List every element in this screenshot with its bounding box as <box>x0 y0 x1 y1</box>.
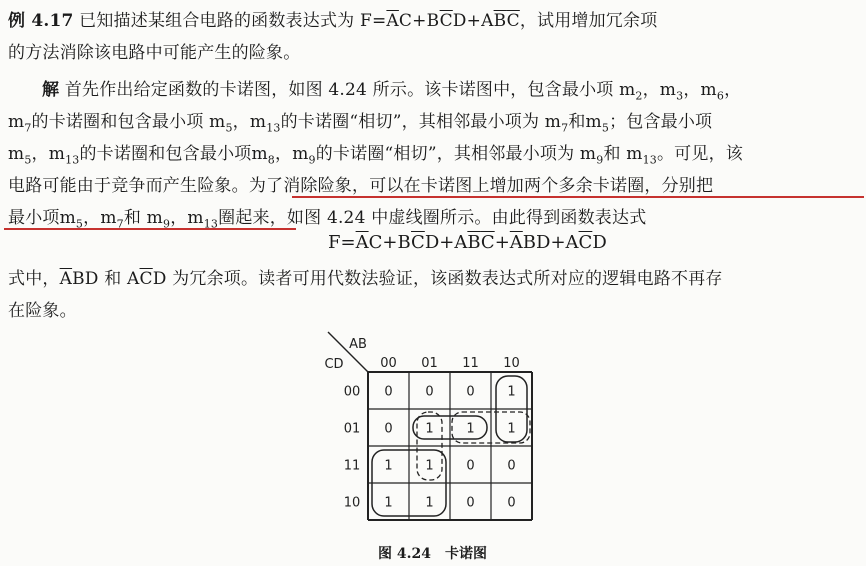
kmap-cell-value: 1 <box>507 384 516 400</box>
example-text-1: 已知描述某组合电路的函数表达式为 <box>79 11 355 31</box>
kmap-cell-value: 0 <box>466 384 475 400</box>
solution-line-7: 在险象。 <box>8 301 77 321</box>
solution-line-1: 解 首先作出给定函数的卡诺图，如图 4.24 所示。该卡诺图中，包含最小项 $m_2$，$m_3$，$m_6$， <box>42 80 742 103</box>
example-line-2: 的方法消除该电路中可能产生的险象。 <box>8 43 301 63</box>
kmap-col-label: 00 <box>380 356 397 371</box>
example-line-1: 例 4.17 已知描述某组合电路的函数表达式为 $F=\overline{A}C+B\overline{C}D+A\overline{B}\overline{C}$，试用增加冗余项 <box>8 11 658 31</box>
solution-line-2: $m_7$的卡诺圈和包含最小项 $m_5$，$m_{13}$的卡诺圈“相切”，其相邻最小项为 $m_7$和$m_5$；包含最小项 <box>8 112 713 135</box>
solution-label: 解 <box>42 80 60 100</box>
function-expression: $F=\overline{A}C+B\overline{C}D+A\overline{B}\overline{C}+\overline{A}BD+A\overline{C}D$ <box>328 232 607 253</box>
kmap-col-label: 11 <box>462 356 479 371</box>
highlighted-text-2: 最小项$m_5$，$m_7$和 $m_9$，$m_{13}$圈起来 <box>8 208 270 231</box>
red-underline-1 <box>292 196 864 198</box>
kmap-cell-value: 1 <box>507 421 516 437</box>
solution-line-6: 式中，$\overline{A}BD$ 和 $A\overline{C}D$ 为冗余项。读者可用代数法验证，该函数表达式所对应的逻辑电路不再存 <box>8 269 723 289</box>
kmap-cell-value: 1 <box>466 421 475 437</box>
kmap-cell-value: 1 <box>425 495 434 511</box>
kmap-var-cd: CD <box>324 357 344 372</box>
kmap-row-label: 01 <box>343 421 361 437</box>
kmap-cell-value: 0 <box>384 421 393 437</box>
example-label: 例 4.17 <box>8 11 74 31</box>
karnaugh-map <box>318 330 538 540</box>
kmap-cell-value: 0 <box>466 458 475 474</box>
kmap-cell-value: 0 <box>466 495 475 511</box>
solution-line-4: 电路可能由于竞争而产生险象。为了消除险象，可以在卡诺图上增加两个多余卡诺圈，分别把 <box>8 176 714 196</box>
kmap-var-ab: AB <box>349 337 367 352</box>
kmap-row-label: 00 <box>343 384 361 400</box>
kmap-cell-value: 0 <box>507 458 516 474</box>
kmap-row-label: 10 <box>343 495 361 511</box>
kmap-cell-value: 1 <box>384 495 393 511</box>
kmap-cell-value: 0 <box>425 384 434 400</box>
solution-line-3: $m_5$，$m_{13}$的卡诺圈和包含最小项$m_8$，$m_9$的卡诺圈“相切”，其相邻最小项为 $m_9$和 $m_{13}$。可见，该 <box>8 144 743 167</box>
kmap-cell-value: 0 <box>507 495 516 511</box>
solution-line-5: 最小项$m_5$，$m_7$和 $m_9$，$m_{13}$圈起来，如图 4.24 中虚线圈所示。由此得到函数表达式 <box>8 208 647 231</box>
expression-f: $F=\overline{A}C+B\overline{C}D+A\overline{B}\overline{C}$ <box>359 11 520 31</box>
kmap-col-label: 01 <box>421 356 438 371</box>
kmap-cell-value: 0 <box>384 384 393 400</box>
kmap-cell-value: 1 <box>425 458 434 474</box>
kmap-cell-value: 1 <box>384 458 393 474</box>
figure-caption: 图 4.24 卡诺图 <box>378 546 487 562</box>
kmap-col-label: 10 <box>503 356 520 371</box>
kmap-row-label: 11 <box>343 458 361 474</box>
red-underline-2 <box>4 228 296 230</box>
highlighted-text-1: 为了消除险象，可以在卡诺图上增加两个多余卡诺圈，分别把 <box>248 176 714 196</box>
kmap-cell-value: 1 <box>425 421 434 437</box>
